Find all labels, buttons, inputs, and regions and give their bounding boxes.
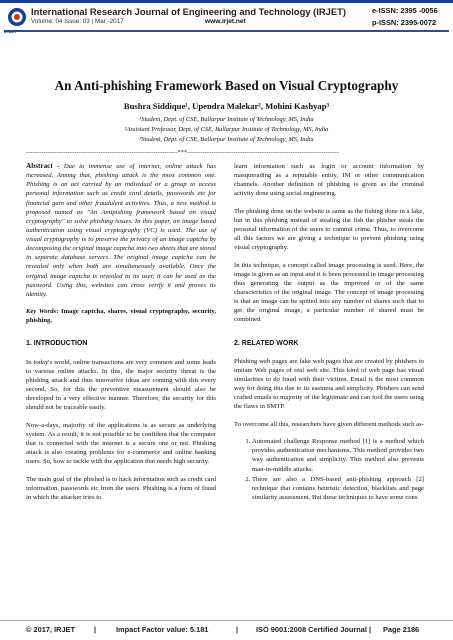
journal-name: International Research Journal of Engineering and Technology (IRJET) bbox=[31, 6, 346, 17]
keywords-label: Key Words bbox=[26, 308, 57, 316]
section-separator: ---------------------------------------------------------------------***--------------------------------------------------------------------- bbox=[26, 150, 339, 156]
affiliation-2: ²Assistant Professor, Dept. of CSE, Ballarpur Institute of Technology, MS, India bbox=[124, 126, 329, 133]
footer-separator: | bbox=[94, 625, 97, 634]
right-column bbox=[234, 162, 424, 503]
affiliation-3: ³Student, Dept. of CSE, Ballarpur Institute of Technology, MS, India bbox=[139, 136, 314, 143]
intro-paragraph: Now-a-days, majority of the applications is as secure as underlying system. As a result, it is not possible to be confident that the computer that is connected with the internet is a secure one or not. Phishing attack is also creating problems for e-commerce and online banking users. So, how to tackle with the application that needs high security. bbox=[26, 421, 216, 466]
keywords-text: : Image captcha, shares, visual cryptography, security, phishing. bbox=[26, 308, 216, 325]
p-issn: p-ISSN: 2395-0072 bbox=[372, 18, 437, 27]
footer-page-number: Page 2186 bbox=[383, 625, 420, 634]
abstract bbox=[26, 162, 216, 299]
related-work-paragraph: To overcome all this, researchers have given different methods such as- bbox=[234, 420, 424, 428]
journal-logo-icon bbox=[7, 7, 27, 27]
left-column bbox=[26, 162, 216, 510]
related-work-paragraph: Phishing web pages are fake web pages that are created by phishers to imitate Web pages of real web site. This kind of web page has visual similarities to do fraud with their victims. Email is the most common way for doing this due to its easiness and simplicity. Phishers can send crafted emails to majority of the legitimate and can fool the users using the flaws in SMTP. bbox=[234, 357, 424, 411]
body-paragraph: In this technique, a concept called image processing is used. Here, the image is given as an input and it is been processed in image processing thus generating the output as the improved or of the same characteristics of the original image. The concept of image processing is that an image can be spitted into any number of shares such that to get the original image, a particular number of shared must be combined. bbox=[234, 261, 424, 324]
intro-paragraph: In today's world, online transactions are very common and some leads to various online attacks. In this, the major security threat is the phishing attack and thus innovative ideas are coming with this every second. So, for this the preventive measurement should also be developed in a very effective manner. Therefore, the security for this should not be traceable easily. bbox=[26, 358, 216, 412]
footer-iso: ISO 9001:2008 Certified Journal bbox=[256, 625, 367, 634]
footer-impact-factor: Impact Factor value: 5.181 bbox=[116, 625, 209, 634]
list-item: 2. There are also a DNS-based anti-phishing approach [2] technique that contains heuristic detection, blacklists and page similarity assessment. But these techniques to have some cons. bbox=[252, 475, 424, 502]
e-issn: e-ISSN: 2395 -0056 bbox=[372, 6, 438, 15]
abstract-label: Abstract - bbox=[26, 162, 60, 170]
volume-issue: Volume: 04 Issue: 03 | Mar -2017 bbox=[31, 18, 124, 25]
logo-text: IRJET bbox=[4, 29, 18, 34]
keywords bbox=[26, 307, 216, 325]
footer-rule bbox=[0, 620, 453, 621]
header-top-bar bbox=[0, 0, 453, 3]
page-footer bbox=[0, 625, 453, 638]
section-heading-introduction: 1. INTRODUCTION bbox=[26, 340, 88, 348]
paper-title: An Anti-phishing Framework Based on Visual Cryptography bbox=[54, 78, 399, 93]
header-rule bbox=[4, 30, 449, 32]
intro-paragraph: The main goal of the phished is to hack information such as credit card information, passwords etc from the users. Phishing is a form of fraud in which the attacker tries to bbox=[26, 475, 216, 501]
journal-website[interactable]: www.irjet.net bbox=[205, 18, 246, 25]
abstract-text: Due to immense use of internet, online attack has increased. Among that, phishing attack is the most common one. Phishing is an act carried by an individual or a group to access personal information such as credit card details, passwords etc for financial gain and other fraudulent activities. Thus, a new method is proposed named as "An Antipishing framework based on visual cryptography" to solve phishing issues. In this paper, an image based authentication using visual cryptography (VC) is used. The use of visual cryptography is to preserve the privacy of an image captcha by decomposing the original image captcha into two sheets that are stored in separate database servers. The original image captcha can be revealed only when both are simultaneously available. Once the original image captcha is revealed to its user, it can be used as the password. Using this, websites can cross verify it and proves its identity. bbox=[26, 163, 217, 298]
footer-separator: | bbox=[236, 625, 239, 634]
body-paragraph: The phishing done on the website is same as the fishing done in a lake, but in this phishing instead of stealing the fish the phisher steals the personal information of the users to commit crime. Thus, to overcome all this factors we are giving a technique to prevent phishing using visual cryptography. bbox=[234, 207, 424, 252]
list-item: 1. Automated challenge Response method [1] is a method which provides authentication mechanisms. This method provides two way authentication and simplicity. This method also prevents man-in-middle attacks. bbox=[252, 437, 424, 474]
affiliation-1: ¹Student, Dept. of CSE, Ballarpur Institute of Technology, MS, India bbox=[139, 116, 314, 123]
author-list: Bushra Siddique¹, Upendra Malekar², Mohini Kashyap³ bbox=[123, 101, 330, 111]
section-heading-related-work: 2. RELATED WORK bbox=[234, 339, 299, 347]
footer-copyright: © 2017, IRJET bbox=[26, 625, 75, 634]
footer-separator: | bbox=[369, 625, 372, 634]
body-paragraph: learn information such as login or account information by masquerading as a reputable entity, IM or other communication channels. Another definition of phishing is given as the criminal activity done using social engineering. bbox=[234, 163, 424, 198]
methods-list bbox=[234, 437, 424, 502]
